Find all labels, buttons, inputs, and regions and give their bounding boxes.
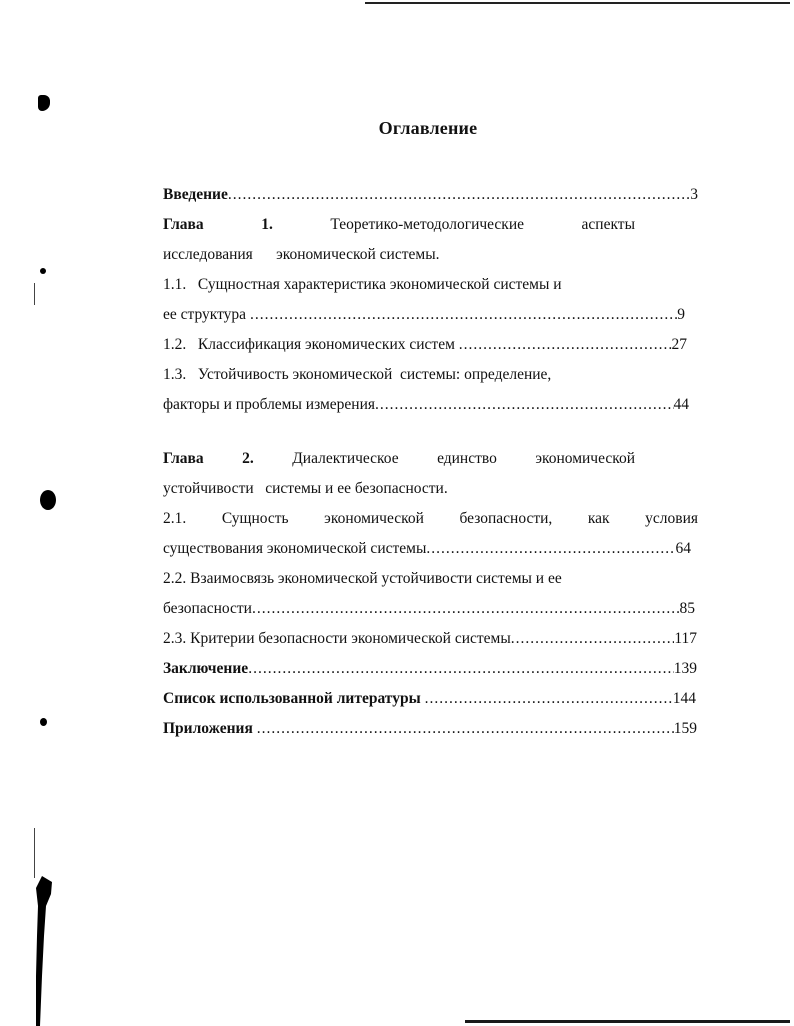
heading-word: единство bbox=[437, 450, 497, 467]
chapter-word: Глава bbox=[163, 216, 204, 233]
toc-leader bbox=[252, 594, 680, 624]
scan-edge-top bbox=[365, 2, 790, 4]
toc-leader bbox=[257, 714, 674, 744]
chapter-1-heading-cont bbox=[163, 240, 698, 270]
punch-hole bbox=[40, 268, 46, 274]
punch-hole bbox=[38, 95, 50, 111]
toc-page-number: 85 bbox=[679, 600, 695, 617]
chapter-word: Глава bbox=[163, 450, 204, 467]
toc-label: ее структура bbox=[163, 306, 250, 323]
toc-page-number: 44 bbox=[673, 396, 689, 413]
toc-leader bbox=[228, 180, 690, 210]
heading-word: экономической bbox=[535, 450, 636, 467]
section-1-1: 1.1. Сущностная характеристика экономической системы и bbox=[163, 276, 562, 293]
toc-page-number: 139 bbox=[673, 660, 697, 677]
toc-entry-conclusion bbox=[163, 654, 697, 684]
toc-leader bbox=[375, 390, 673, 420]
toc-page-number: 3 bbox=[690, 186, 698, 203]
toc-label: Введение bbox=[163, 186, 228, 203]
toc-leader bbox=[426, 534, 675, 564]
toc-leader bbox=[250, 300, 677, 330]
section-1-2 bbox=[163, 330, 687, 360]
heading-word: исследования bbox=[163, 246, 253, 263]
toc-entry-intro bbox=[163, 180, 698, 210]
toc-label: Список использованной литературы bbox=[163, 690, 425, 707]
section-2-1: 2.1. Сущность экономической безопасности, как условия bbox=[163, 510, 699, 527]
toc-leader bbox=[511, 624, 675, 654]
toc-leader bbox=[248, 654, 674, 684]
chapter-number: 2. bbox=[242, 450, 254, 467]
toc-page-number: 159 bbox=[673, 720, 697, 737]
toc-label: безопасности bbox=[163, 600, 252, 617]
scan-scratch bbox=[34, 828, 35, 878]
page-title: Оглавление bbox=[378, 118, 478, 138]
heading-word: Теоретико-методологические bbox=[330, 216, 525, 233]
heading-word: экономической системы. bbox=[276, 246, 440, 263]
chapter-2-heading bbox=[163, 444, 635, 474]
toc-label: Заключение bbox=[163, 660, 249, 677]
section-2-2-cont bbox=[163, 594, 695, 624]
table-of-contents bbox=[163, 180, 698, 744]
chapter-1-heading bbox=[163, 210, 635, 240]
toc-label: факторы и проблемы измерения bbox=[163, 396, 376, 413]
heading-word: Диалектическое bbox=[292, 450, 399, 467]
chapter-number: 1. bbox=[261, 216, 273, 233]
toc-leader bbox=[425, 684, 673, 714]
section-2-3 bbox=[163, 624, 697, 654]
toc-entry-literature bbox=[163, 684, 696, 714]
toc-label: существования экономической системы bbox=[163, 540, 427, 557]
section-2-1-cont bbox=[163, 534, 691, 564]
toc-page-number: 144 bbox=[672, 690, 696, 707]
toc-page-number: 27 bbox=[671, 336, 687, 353]
scan-scratch bbox=[34, 283, 35, 305]
punch-hole bbox=[40, 490, 56, 510]
toc-page-number: 117 bbox=[674, 630, 697, 647]
toc-label: 2.3. Критерии безопасности экономической системы bbox=[163, 630, 511, 647]
toc-entry-appendix bbox=[163, 714, 697, 744]
chapter-2-heading-cont: устойчивости системы и ее безопасности. bbox=[163, 480, 448, 497]
toc-label: 1.2. Классификация экономических систем bbox=[163, 336, 459, 353]
section-1-3-cont bbox=[163, 390, 689, 420]
toc-page-number: 9 bbox=[677, 306, 685, 323]
section-2-2: 2.2. Взаимосвязь экономической устойчивости системы и ее bbox=[163, 570, 562, 587]
toc-page-number: 64 bbox=[675, 540, 691, 557]
toc-leader bbox=[459, 330, 672, 360]
section-1-1-cont bbox=[163, 300, 685, 330]
section-1-3: 1.3. Устойчивость экономической системы: определение, bbox=[163, 366, 552, 383]
scan-edge-bottom bbox=[465, 1020, 790, 1023]
scan-blot bbox=[34, 876, 54, 1026]
toc-label: Приложения bbox=[163, 720, 257, 737]
heading-word: аспекты bbox=[581, 216, 635, 233]
punch-hole bbox=[40, 718, 47, 726]
